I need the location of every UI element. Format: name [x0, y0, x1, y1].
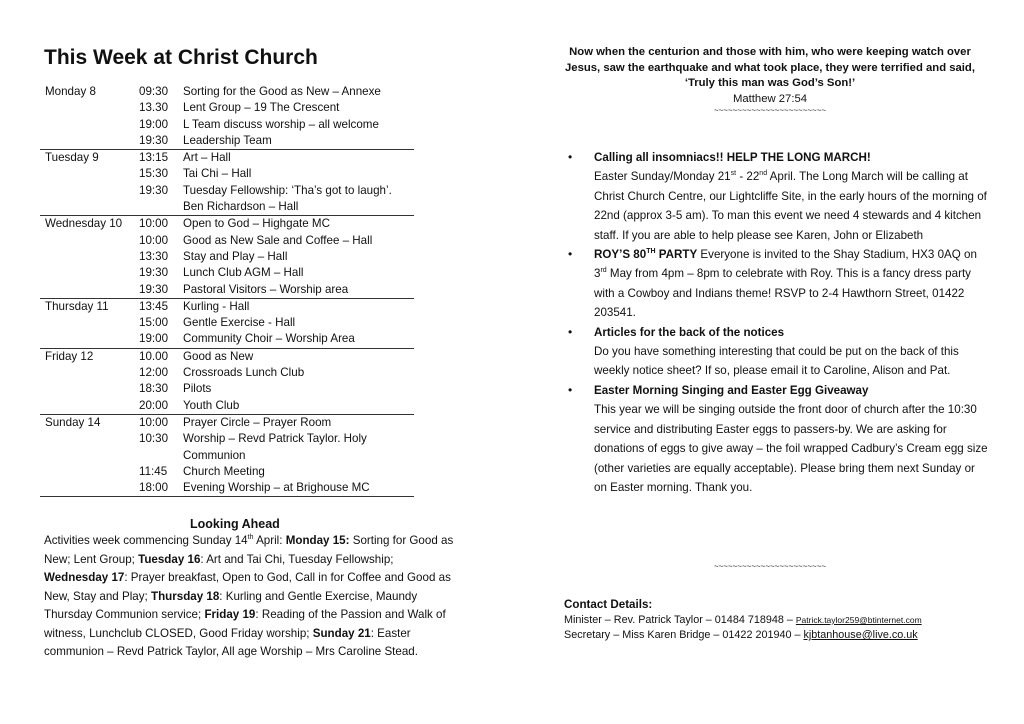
schedule-day — [40, 100, 139, 116]
schedule-activity: Sorting for the Good as New – Annexe — [183, 85, 381, 98]
minister-email-link[interactable]: Patrick.taylor259@btinternet.com — [795, 615, 922, 625]
schedule-time: 19:30 — [139, 133, 183, 150]
schedule-day — [40, 249, 139, 265]
schedule-row — [40, 365, 414, 381]
schedule-day — [40, 265, 139, 281]
schedule-time: 15:00 — [139, 316, 169, 330]
page-title: This Week at Christ Church — [44, 46, 318, 69]
schedule-activity: Community Choir – Worship Area — [183, 331, 414, 348]
schedule-day-group — [40, 216, 414, 298]
schedule-time: 19:00 — [139, 331, 183, 348]
notice-insomniacs: • Calling all insomniacs!! HELP THE LONG MARCH! Easter Sunday/Monday 21st - 22nd April. The Long March will be calling at Christ Church Centre, our Lightcliffe Site, in the early hours of the morning of 22nd (approx 3-5 am). To man this event we need 4 stewards and 4 kitchen staff. If you are able to help please see Karen, John or Elizabeth — [568, 150, 987, 242]
schedule-row — [40, 381, 414, 397]
schedule-activity: Tai Chi – Hall — [183, 167, 252, 181]
divider-top: ~~~~~~~~~~~~~~~~~~~~~~~~ — [713, 106, 827, 115]
schedule-activity: Gentle Exercise - Hall — [183, 316, 296, 330]
schedule-activity: Leadership Team — [183, 133, 414, 150]
notice-easter: • Easter Morning Singing and Easter Egg Giveaway This year we will be singing outside the front door of church after the 10:30 service and distributing Easter eggs to passers-by. We are asking for donations of eggs to give away – the foil wrapped Cadbury’s Cream egg size (other varieties are equally acceptable). Please bring them next Sunday or on Easter morning. Thank you. — [568, 382, 988, 494]
schedule-time: 13:15 — [139, 151, 169, 165]
schedule-row — [40, 414, 414, 431]
schedule-row — [40, 100, 414, 116]
schedule-time: 18:30 — [139, 382, 169, 396]
schedule-time: 19:30 — [139, 282, 183, 299]
schedule-row — [40, 282, 414, 299]
bullet-icon: • — [568, 247, 573, 262]
schedule-day-group — [40, 348, 414, 414]
schedule-day — [40, 365, 139, 381]
schedule-row — [40, 398, 414, 415]
schedule-day-group — [40, 150, 414, 216]
schedule-day — [40, 464, 139, 480]
schedule-day — [40, 282, 139, 299]
contact-heading: Contact Details: — [564, 598, 653, 611]
schedule-time: 10:00 — [139, 233, 169, 247]
schedule-row — [40, 431, 414, 447]
schedule-day — [40, 117, 139, 133]
schedule-time: 10:00 — [139, 217, 169, 231]
schedule-day: Sunday 14 — [45, 415, 101, 429]
schedule-day — [40, 183, 139, 199]
schedule-time — [139, 448, 183, 464]
schedule-activity: Worship – Revd Patrick Taylor. Holy — [183, 432, 367, 446]
notice-heading: ROY’S 80TH PARTY — [594, 248, 698, 262]
schedule-row — [40, 216, 414, 233]
scripture-quote: Now when the centurion and those with him, who were keeping watch over Jesus, saw the earthquake and what took place, they were terrified and said, ‘Truly this man was God’s Son!’ — [565, 46, 975, 89]
schedule-day — [40, 233, 139, 249]
schedule-row — [40, 298, 414, 315]
schedule-row — [40, 265, 414, 281]
schedule-day — [40, 381, 139, 397]
schedule-time: 15:30 — [139, 167, 169, 181]
schedule-day: Thursday 11 — [45, 299, 109, 313]
bullet-icon: • — [568, 150, 573, 164]
schedule-activity: Stay and Play – Hall — [183, 249, 288, 263]
schedule-activity: Lent Group – 19 The Crescent — [183, 101, 340, 115]
schedule-activity: Kurling - Hall — [183, 299, 250, 313]
looking-ahead-text: Activities week commencing Sunday 14th April: Monday 15: Sorting for Good as New; Lent Group; Tuesday 16: Art and Tai Chi, Tuesday Fellowship; Wednesday 17: Prayer breakfast, Open to God, Call in for Coffee and Good as New, Stay and Play; Thursday 18: Kurling and Gentle Exercise, Maundy Thursday Communion service; Friday 19: Reading of the Passion and Walk of witness, Lunchclub CLOSED, Good Friday worship; Sunday 21: Easter communion – Revd Patrick Taylor, All age Worship – Mrs Caroline Stead. — [44, 534, 454, 658]
notice-heading: Easter Morning Singing and Easter Egg Giveaway — [594, 383, 869, 397]
schedule-time: 13:30 — [139, 249, 169, 263]
looking-ahead-heading: Looking Ahead — [190, 517, 280, 531]
schedule-activity: Pastoral Visitors – Worship area — [183, 282, 414, 299]
notice-heading: Calling all insomniacs!! HELP THE LONG MARCH! — [594, 151, 871, 164]
schedule-time: 19:00 — [139, 117, 169, 131]
schedule-row — [40, 448, 414, 464]
schedule-activity: Art – Hall — [183, 151, 231, 165]
schedule-day: Wednesday 10 — [45, 217, 123, 231]
schedule-row — [40, 480, 414, 497]
schedule-time: 12:00 — [139, 366, 169, 380]
schedule-day — [40, 331, 139, 348]
notices-list — [568, 148, 988, 497]
schedule-activity: Tuesday Fellowship: ‘Tha’s got to laugh’. — [183, 183, 392, 197]
schedule-activity: Lunch Club AGM – Hall — [183, 266, 304, 280]
schedule-day: Tuesday 9 — [45, 151, 99, 165]
schedule-day — [40, 315, 139, 331]
schedule-row — [40, 183, 414, 199]
schedule-day — [40, 480, 139, 497]
schedule-time: 10:30 — [139, 432, 169, 446]
schedule-day — [40, 431, 139, 447]
schedule-day — [40, 133, 139, 150]
schedule-day — [40, 199, 139, 216]
schedule-time: 19:30 — [139, 266, 169, 280]
schedule-row — [40, 315, 414, 331]
schedule-activity: Pilots — [183, 382, 212, 396]
schedule-row — [40, 348, 414, 365]
schedule-activity: Youth Club — [183, 398, 414, 415]
schedule-row — [40, 84, 414, 100]
notice-heading: Articles for the back of the notices — [594, 325, 785, 339]
schedule-time: 18:00 — [139, 480, 183, 497]
schedule-row — [40, 150, 414, 167]
schedule-time: 13:45 — [139, 299, 169, 313]
schedule-activity: Evening Worship – at Brighouse MC — [183, 480, 414, 497]
schedule-row — [40, 249, 414, 265]
divider-bottom: ~~~~~~~~~~~~~~~~~~~~~~~~ — [713, 562, 827, 571]
schedule-activity: Crossroads Lunch Club — [183, 366, 305, 380]
schedule-day-group — [40, 84, 414, 150]
bullet-icon: • — [568, 382, 573, 397]
schedule-time: 20:00 — [139, 398, 183, 415]
schedule-activity: Good as New — [183, 349, 254, 363]
schedule-row — [40, 233, 414, 249]
weekly-schedule-table — [40, 84, 414, 497]
contact-details: Minister – Rev. Patrick Taylor – 01484 718948 – Patrick.taylor259@btinternet.com Secretary – Miss Karen Bridge – 01422 201940 – kjbtanhouse@live.co.uk — [564, 614, 922, 641]
schedule-day: Friday 12 — [45, 349, 94, 363]
schedule-time: 09:30 — [139, 85, 169, 98]
schedule-activity: Church Meeting — [183, 464, 265, 478]
notice-party: • ROY’S 80TH PARTY Everyone is invited to the Shay Stadium, HX3 0AQ on 3rd May from 4pm – 8pm to celebrate with Roy. This is a fancy dress party with a Cowboy and Indians theme! RSVP to 2-4 Hawthorn Street, 01422 203541. — [568, 247, 977, 320]
schedule-day-group — [40, 298, 414, 348]
schedule-activity: Communion — [183, 448, 246, 462]
bullet-icon: • — [568, 324, 573, 339]
schedule-time: 11:45 — [139, 464, 168, 478]
schedule-activity: Open to God – Highgate MC — [183, 217, 330, 231]
schedule-day-group — [40, 414, 414, 496]
schedule-activity: L Team discuss worship – all welcome — [183, 117, 379, 131]
schedule-time: 13.30 — [139, 101, 169, 115]
schedule-time: 19:30 — [139, 183, 169, 197]
schedule-activity: Ben Richardson – Hall — [183, 199, 414, 216]
schedule-day — [40, 166, 139, 182]
schedule-time: 10:00 — [139, 415, 169, 429]
schedule-activity: Good as New Sale and Coffee – Hall — [183, 233, 373, 247]
schedule-row — [40, 166, 414, 182]
schedule-row — [40, 199, 414, 216]
schedule-time: 10.00 — [139, 349, 169, 363]
scripture-reference: Matthew 27:54 — [732, 93, 808, 105]
schedule-day — [40, 398, 139, 415]
schedule-row — [40, 117, 414, 133]
schedule-row — [40, 133, 414, 150]
notice-articles: • Articles for the back of the notices Do you have something interesting that could be put on the back of this weekly notice sheet? If so, please email it to Caroline, Alison and Pat. — [568, 324, 959, 378]
schedule-day: Monday 8 — [45, 85, 96, 98]
schedule-activity: Prayer Circle – Prayer Room — [183, 415, 332, 429]
schedule-time — [139, 199, 183, 216]
schedule-day — [40, 448, 139, 464]
schedule-row — [40, 464, 414, 480]
secretary-email-link[interactable]: kjbtanhouse@live.co.uk — [803, 629, 918, 641]
schedule-row — [40, 331, 414, 348]
